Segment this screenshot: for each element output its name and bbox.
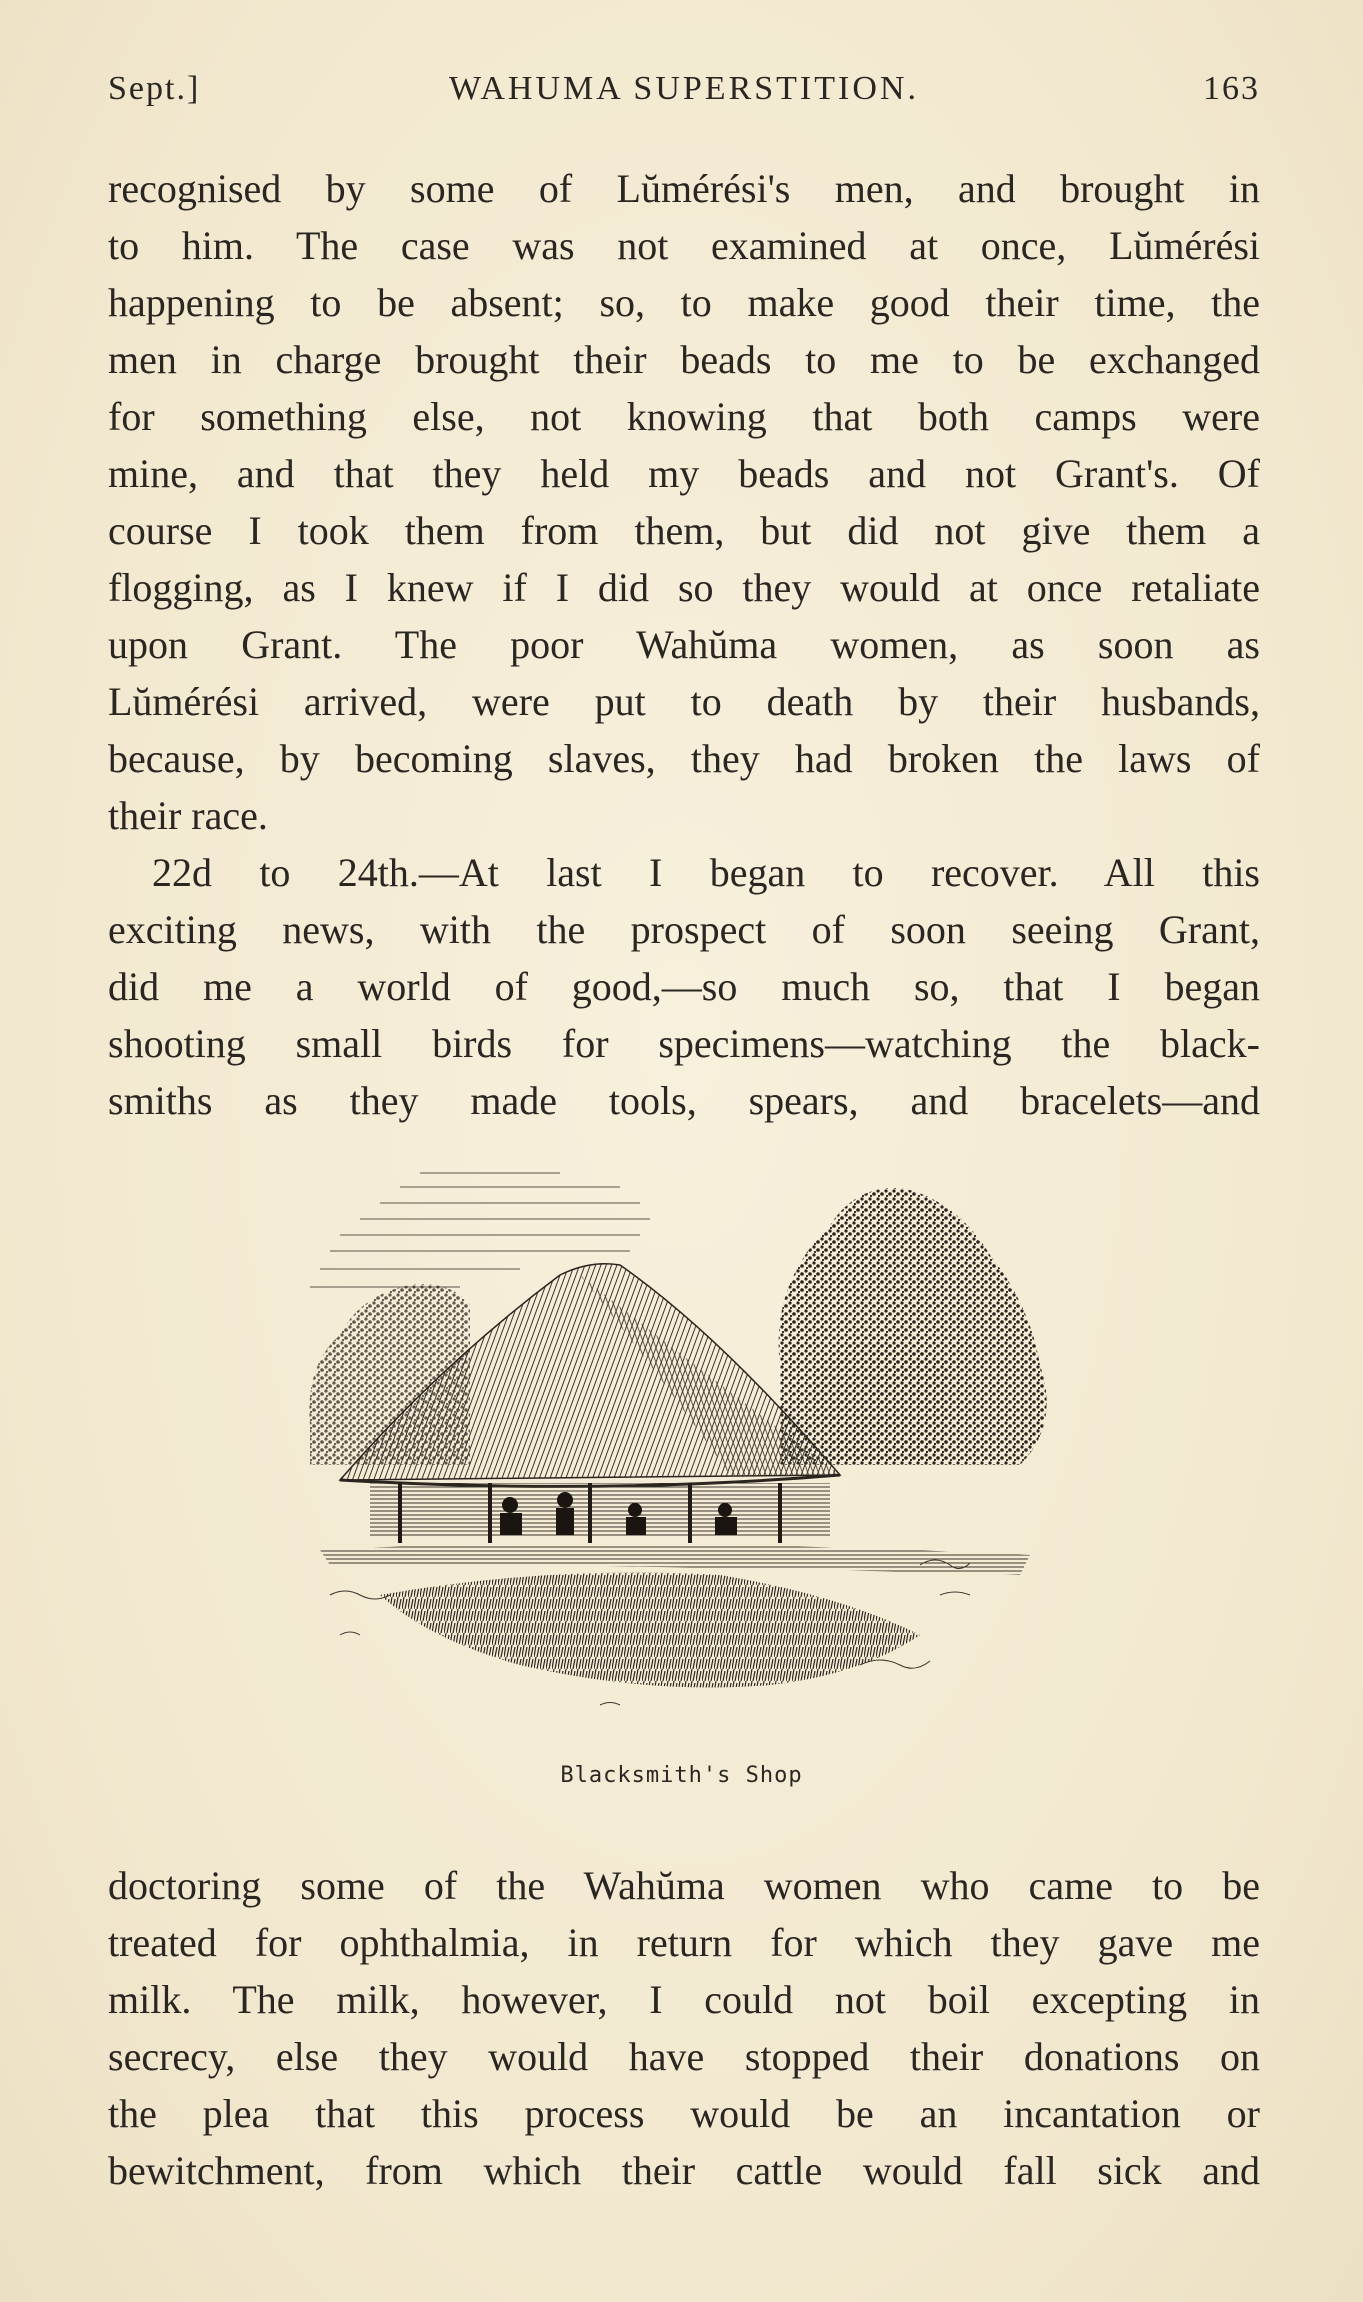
body-text-top [108,160,1260,1129]
text-line: did me a world of good,—so much so, that I began [108,964,1260,1009]
text-line: to him. The case was not examined at once, Lŭmérési [108,223,1260,268]
text-line: Lŭmérési arrived, were put to death by their husbands, [108,679,1260,724]
foreground-grass [380,1573,920,1688]
text-line: milk. The milk, however, I could not boil excepting in [108,1977,1260,2022]
text-line: upon Grant. The poor Wahŭma women, as soon as [108,622,1260,667]
running-header [108,70,1260,120]
text-line: because, by becoming slaves, they had broken the laws of [108,736,1260,781]
text-line: men in charge brought their beads to me to be exchanged [108,337,1260,382]
header-title: WAHUMA SUPERSTITION. [449,70,919,107]
text-line: shooting small birds for specimens—watching the black- [108,1021,1260,1066]
text-line: 22d to 24th.—At last I began to recover. All this [152,850,1260,895]
text-line: the plea that this process would be an incantation or [108,2091,1260,2136]
text-line: flogging, as I knew if I did so they would at once retaliate [108,565,1260,610]
text-line: doctoring some of the Wahŭma women who came to be [108,1863,1260,1908]
page-number: 163 [1203,70,1260,107]
header-month: Sept.] [108,70,201,107]
text-line: for something else, not knowing that both camps were [108,394,1260,439]
text-line: happening to be absent; so, to make good their time, the [108,280,1260,325]
text-line: treated for ophthalmia, in return for which they gave me [108,1920,1260,1965]
text-line: bewitchment, from which their cattle would fall sick and [108,2148,1260,2193]
shop-interior [370,1483,830,1538]
text-line: exciting news, with the prospect of soon seeing Grant, [108,907,1260,952]
figure-caption: Blacksmith's Shop [560,1763,803,1788]
text-line: recognised by some of Lŭmérési's men, and brought in [108,166,1260,211]
text-line: mine, and that they held my beads and not Grant's. Of [108,451,1260,496]
blacksmith-shop-engraving [300,1165,1070,1740]
text-line: secrecy, else they would have stopped their donations on [108,2034,1260,2079]
text-line: course I took them from them, but did not give them a [108,508,1260,553]
text-line: smiths as they made tools, spears, and bracelets—and [108,1078,1260,1123]
body-text-bottom [108,1857,1260,2199]
text-line: their race. [108,793,268,838]
ground [320,1544,1030,1575]
